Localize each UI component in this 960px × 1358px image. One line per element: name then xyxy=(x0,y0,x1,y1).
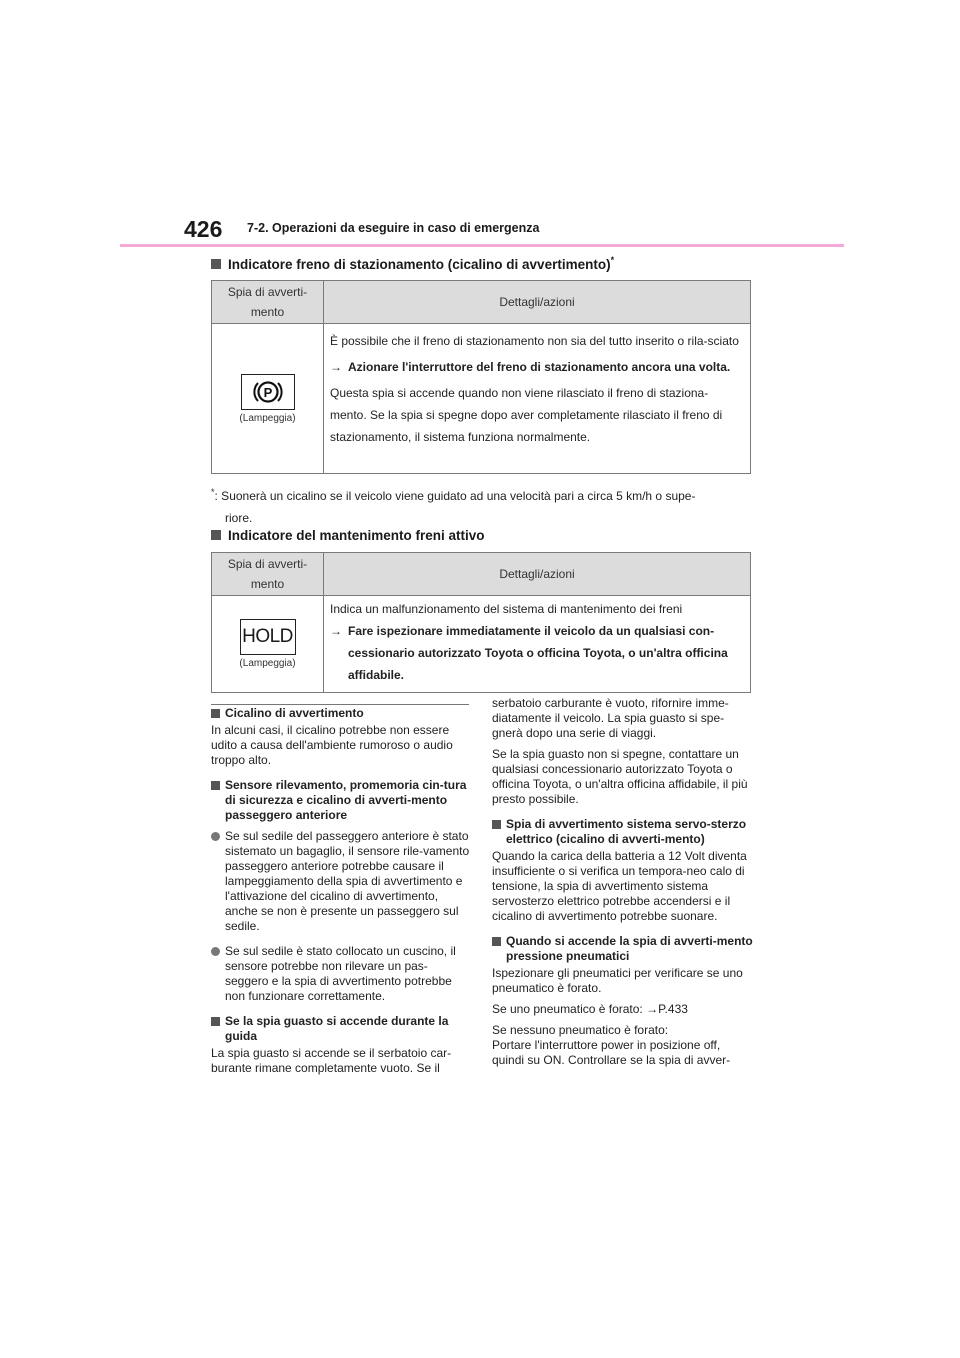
subheading: Sensore rilevamento, promemoria cin-tura di sicurezza e cicalino di avverti-mento passeggero anteriore xyxy=(211,778,471,823)
warning-light-cell xyxy=(212,324,324,474)
square-bullet-icon xyxy=(492,820,501,829)
footnote-marker: * xyxy=(610,255,615,265)
paragraph: serbatoio carburante è vuoto, rifornire imme-diatamente il veicolo. La spia guasto si spe-gnerà dopo una serie di viaggi. xyxy=(492,696,729,740)
table-header-row xyxy=(212,281,751,324)
paragraph: Se la spia guasto non si spegne, contattare un qualsiasi concessionario autorizzato Toyota o officina Toyota, o un'altra officina affidabile, il più presto possibile. xyxy=(492,747,748,806)
subheading: Cicalino di avvertimento xyxy=(211,706,471,721)
parking-brake-heading xyxy=(211,255,614,272)
paragraph: La spia guasto si accende se il serbatoio car-burante rimane completamente vuoto. Se il xyxy=(211,1046,452,1075)
action-line: → Fare ispezionare immediatamente il veicolo da un qualsiasi con-cessionario autorizzato Toyota o officina Toyota, o un'altra officina affidabile. xyxy=(330,620,744,686)
col-header-details: Dettagli/azioni xyxy=(324,553,751,596)
parking-brake-heading-text: Indicatore freno di stazionamento (cicalino di avvertimento) xyxy=(228,257,611,272)
table-header-row xyxy=(212,553,751,596)
col-header-warning-light: Spia di avverti- mento xyxy=(212,281,324,324)
subheading: Quando si accende la spia di avverti-mento pressione pneumatici xyxy=(492,934,754,964)
action-line: → Azionare l'interruttore del freno di stazionamento ancora una volta. xyxy=(330,356,744,378)
detail-text: Questa spia si accende quando non viene rilasciato il freno di staziona-mento. Se la spia si spegne dopo aver completamente rilasciato il freno di stazionamento, il sistema funziona normalmente. xyxy=(330,386,723,444)
cross-reference-link[interactable]: Se uno pneumatico è forato: →P.433 xyxy=(492,1002,688,1016)
svg-text:P: P xyxy=(263,384,272,400)
list-item: Se sul sedile è stato collocato un cuscino, il sensore potrebbe non rilevare un pas-seggero e la spia di avvertimento potrebbe non funzionare correttamente. xyxy=(211,944,471,1004)
square-bullet-icon xyxy=(211,709,220,718)
square-bullet-icon xyxy=(211,1017,220,1026)
subheading: Se la spia guasto si accende durante la guida xyxy=(211,1014,471,1044)
list-item: Se sul sedile del passeggero anteriore è stato sistemato un bagaglio, il sensore rile-vamento passeggero anteriore potrebbe causare il lampeggiamento della spia di avvertimento e l'attivazione del cicalino di avvertimento, anche se non è presente un passeggero sul sedile. xyxy=(211,829,471,934)
square-bullet-icon xyxy=(211,781,220,790)
paragraph: Se nessuno pneumatico è forato: Portare l'interruttore power in posizione off, quindi su ON. Controllare se la spia di avver- xyxy=(492,1023,731,1067)
parking-brake-table xyxy=(211,280,751,474)
column-divider xyxy=(211,704,469,705)
parking-brake-p-icon xyxy=(241,374,295,410)
col-header-details: Dettagli/azioni xyxy=(324,281,751,324)
brake-hold-heading-text: Indicatore del mantenimento freni attivo xyxy=(228,528,485,543)
detail-text: Indica un malfunzionamento del sistema di mantenimento dei freni xyxy=(330,602,683,616)
subheading: Spia di avvertimento sistema servo-sterzo elettrico (cicalino di avverti-mento) xyxy=(492,817,754,847)
hold-icon: HOLD xyxy=(240,619,296,655)
arrow-icon: → xyxy=(330,624,342,638)
flashing-caption: (Lampeggia) xyxy=(239,412,296,424)
left-column xyxy=(211,706,471,1082)
section-title: 7-2. Operazioni da eseguire in caso di emergenza xyxy=(247,221,540,235)
square-bullet-icon xyxy=(211,530,221,540)
arrow-icon: → xyxy=(330,360,342,374)
col-header-warning-light: Spia di avverti- mento xyxy=(212,553,324,596)
square-bullet-icon xyxy=(211,259,221,269)
table-row xyxy=(212,596,751,693)
paragraph: Quando la carica della batteria a 12 Volt diventa insufficiente o si verifica un tempora-neo calo di tensione, la spia di avvertimento sistema servosterzo elettrico potrebbe accendersi e il cicalino di avvertimento potrebbe suonare. xyxy=(492,849,747,923)
square-bullet-icon xyxy=(492,937,501,946)
footnote: *: Suonerà un cicalino se il veicolo viene guidato ad una velocità pari a circa 5 km/h o supe- riore. xyxy=(211,487,696,525)
details-cell xyxy=(324,596,751,693)
paragraph: Ispezionare gli pneumatici per verificare se uno pneumatico è forato. xyxy=(492,966,743,995)
paragraph: In alcuni casi, il cicalino potrebbe non essere udito a causa dell'ambiente rumoroso o audio troppo alto. xyxy=(211,723,453,767)
page-number: 426 xyxy=(184,216,223,242)
brake-hold-heading xyxy=(211,528,485,543)
round-bullet-icon xyxy=(211,947,220,956)
table-row xyxy=(212,324,751,474)
warning-light-cell xyxy=(212,596,324,693)
flashing-caption: (Lampeggia) xyxy=(239,658,296,669)
detail-text: È possibile che il freno di stazionamento non sia del tutto inserito o rila-sciato xyxy=(330,334,739,348)
header-divider xyxy=(120,244,844,247)
details-cell xyxy=(324,324,751,474)
brake-hold-table xyxy=(211,552,751,693)
round-bullet-icon xyxy=(211,832,220,841)
right-column xyxy=(492,696,754,1074)
